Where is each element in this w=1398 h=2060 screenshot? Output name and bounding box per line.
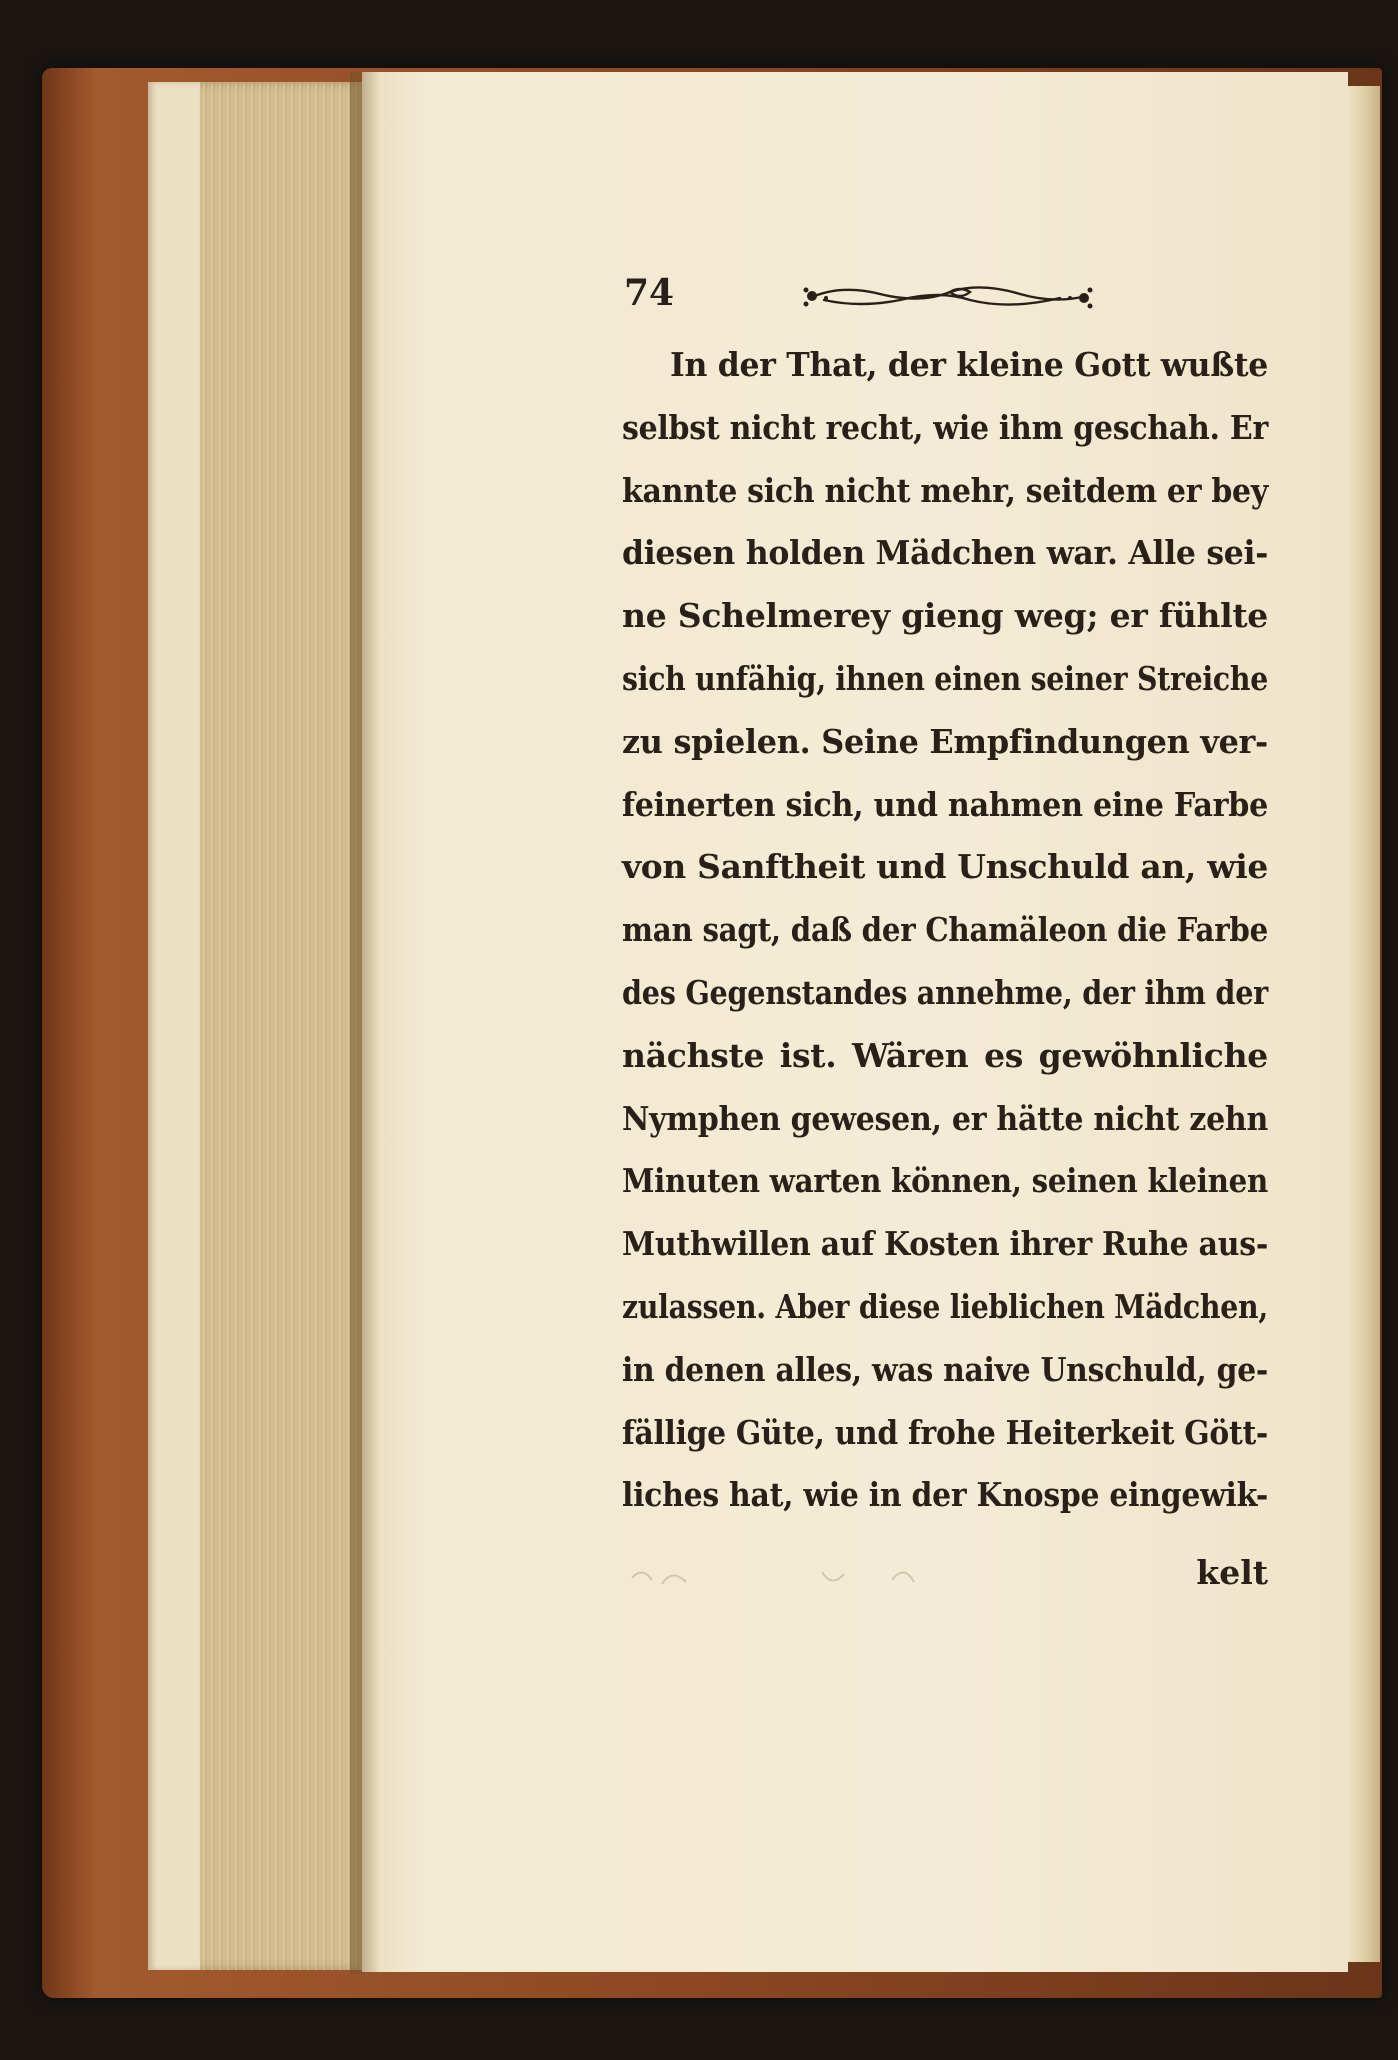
text-line: fällige Güte, und frohe Heiterkeit Gött-: [622, 1412, 1268, 1452]
text-line: kannte sich nicht mehr, seitdem er bey: [622, 470, 1268, 510]
text-line: man sagt, daß der Chamäleon die Farbe: [622, 910, 1268, 950]
flyleaf-edge: [148, 82, 200, 1970]
catchword: kelt: [1196, 1553, 1268, 1592]
page-header: [622, 268, 1268, 334]
text-line: liches hat, wie in der Knospe eingewik-: [622, 1475, 1268, 1515]
text-line: feinerten sich, und nahmen eine Farbe: [622, 784, 1268, 824]
text-line: des Gegenstandes annehme, der ihm der: [622, 972, 1268, 1012]
page-number: 74: [624, 272, 675, 314]
page-text-block: [622, 268, 1268, 1592]
text-line: nächste ist. Wären es gewöhnliche: [622, 1035, 1268, 1075]
text-line: Muthwillen auf Kosten ihrer Ruhe aus-: [622, 1224, 1268, 1264]
text-line: von Sanftheit und Unschuld an, wie: [622, 847, 1268, 887]
text-line: diesen holden Mädchen war. Alle sei-: [622, 533, 1268, 573]
text-line: zulassen. Aber diese lieblichen Mädchen,: [622, 1286, 1268, 1326]
text-line: Nymphen gewesen, er hätte nicht zehn: [622, 1098, 1268, 1138]
text-line: sich unfähig, ihnen einen seiner Streiche: [622, 658, 1268, 698]
text-line: ne Schelmerey gieng weg; er fühlte: [622, 596, 1268, 636]
text-line: in denen alles, was naive Unschuld, ge-: [622, 1349, 1268, 1389]
page-gutter: [350, 72, 380, 1974]
show-through-smudge: [622, 1558, 942, 1598]
text-line: Minuten warten können, seinen kleinen: [622, 1161, 1268, 1201]
text-line: zu spielen. Seine Empfindungen ver-: [622, 721, 1268, 761]
text-line: In der That, der kleine Gott wußte: [670, 345, 1268, 384]
ornament-icon: [800, 278, 1096, 318]
text-line: selbst nicht recht, wie ihm geschah. Er: [622, 407, 1268, 447]
right-page-edge: [1348, 86, 1380, 1962]
